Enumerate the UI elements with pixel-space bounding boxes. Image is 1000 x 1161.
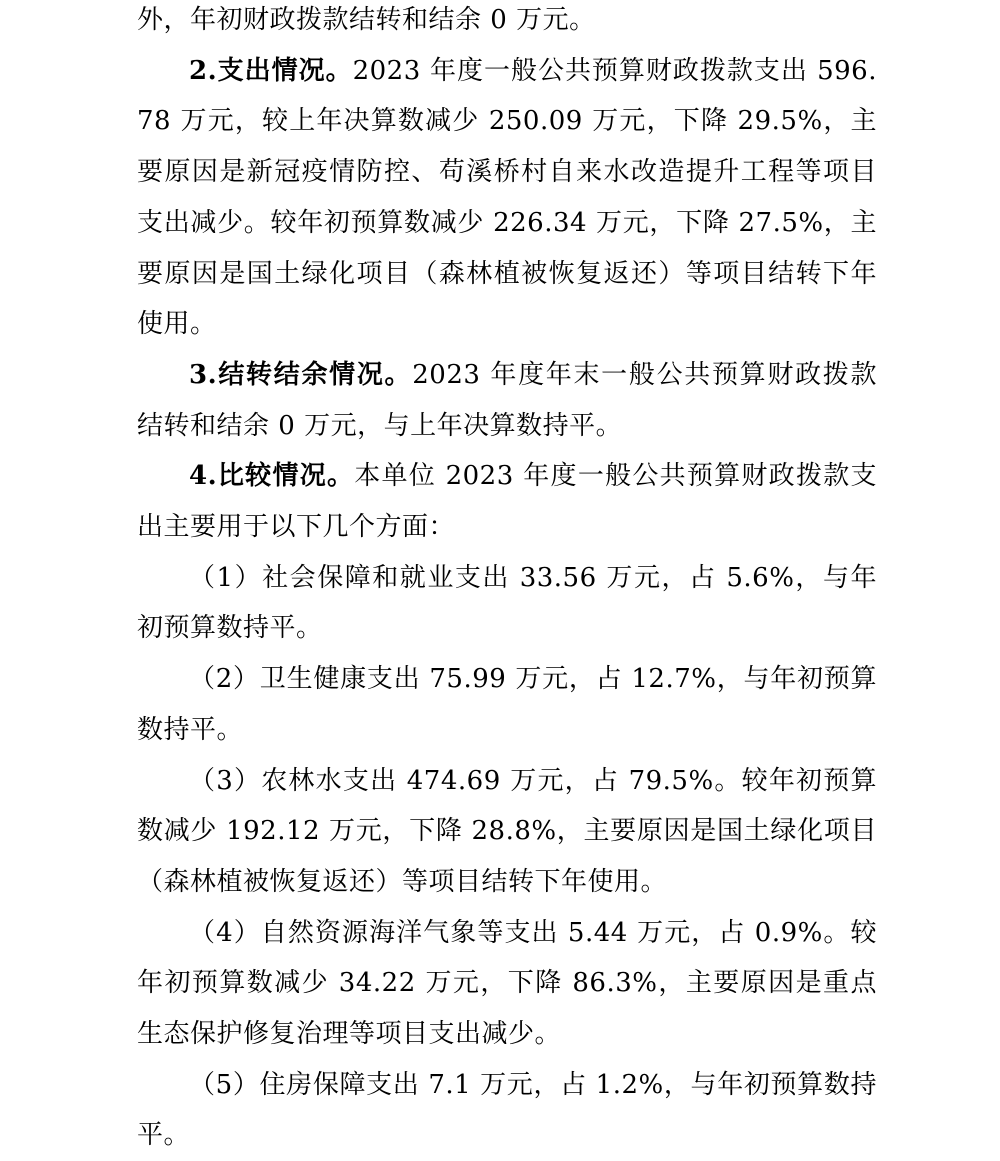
paragraph-comparison [137,451,877,552]
section-heading-comparison: 4.比较情况。 [189,461,355,492]
paragraph-text: 本单位 2023 年度一般公共预算财政拨款支出主要用于以下几个方面： [137,461,877,543]
section-heading-expenditure: 2.支出情况。 [189,55,353,86]
document-page [137,0,877,1161]
list-item: （5）住房保障支出 7.1 万元，占 1.2%，与年初预算数持平。 [137,1069,877,1151]
list-item: （4）自然资源海洋气象等支出 5.44 万元，占 0.9%。较年初预算数减少 34.22 万元，下降 86.3%，主要原因是重点生态保护修复治理等项目支出减少。 [137,917,877,1050]
paragraph-text: 2023 年度年末一般公共预算财政拨款结转和结余 0 万元，与上年决算数持平。 [137,359,877,441]
paragraph-expenditure [137,46,877,350]
paragraph-carryover [137,0,877,46]
paragraph-carryover-balance [137,350,877,451]
paragraph-text: 外，年初财政拨款结转和结余 0 万元。 [137,5,596,35]
list-item: （2）卫生健康支出 75.99 万元，占 12.7%，与年初预算数持平。 [137,664,877,745]
section-heading-carryover: 3.结转结余情况。 [189,359,413,390]
paragraph-text: 2023 年度一般公共预算财政拨款支出 596.78 万元，较上年决算数减少 250.09 万元，下降 29.5%，主要原因是新冠疫情防控、苟溪桥村自来水改造提升工程等项目支出减少。较年初预算数减少 226.34 万元，下降 27.5%，主要原因是国土绿化项目（森林植被恢复返还）等项目结转下年使用。 [137,55,877,340]
list-item: （1）社会保障和就业支出 33.56 万元，占 5.6%，与年初预算数持平。 [137,562,877,644]
list-item: （3）农林水支出 474.69 万元，占 79.5%。较年初预算数减少 192.12 万元，下降 28.8%，主要原因是国土绿化项目（森林植被恢复返还）等项目结转下年使用。 [137,765,877,897]
